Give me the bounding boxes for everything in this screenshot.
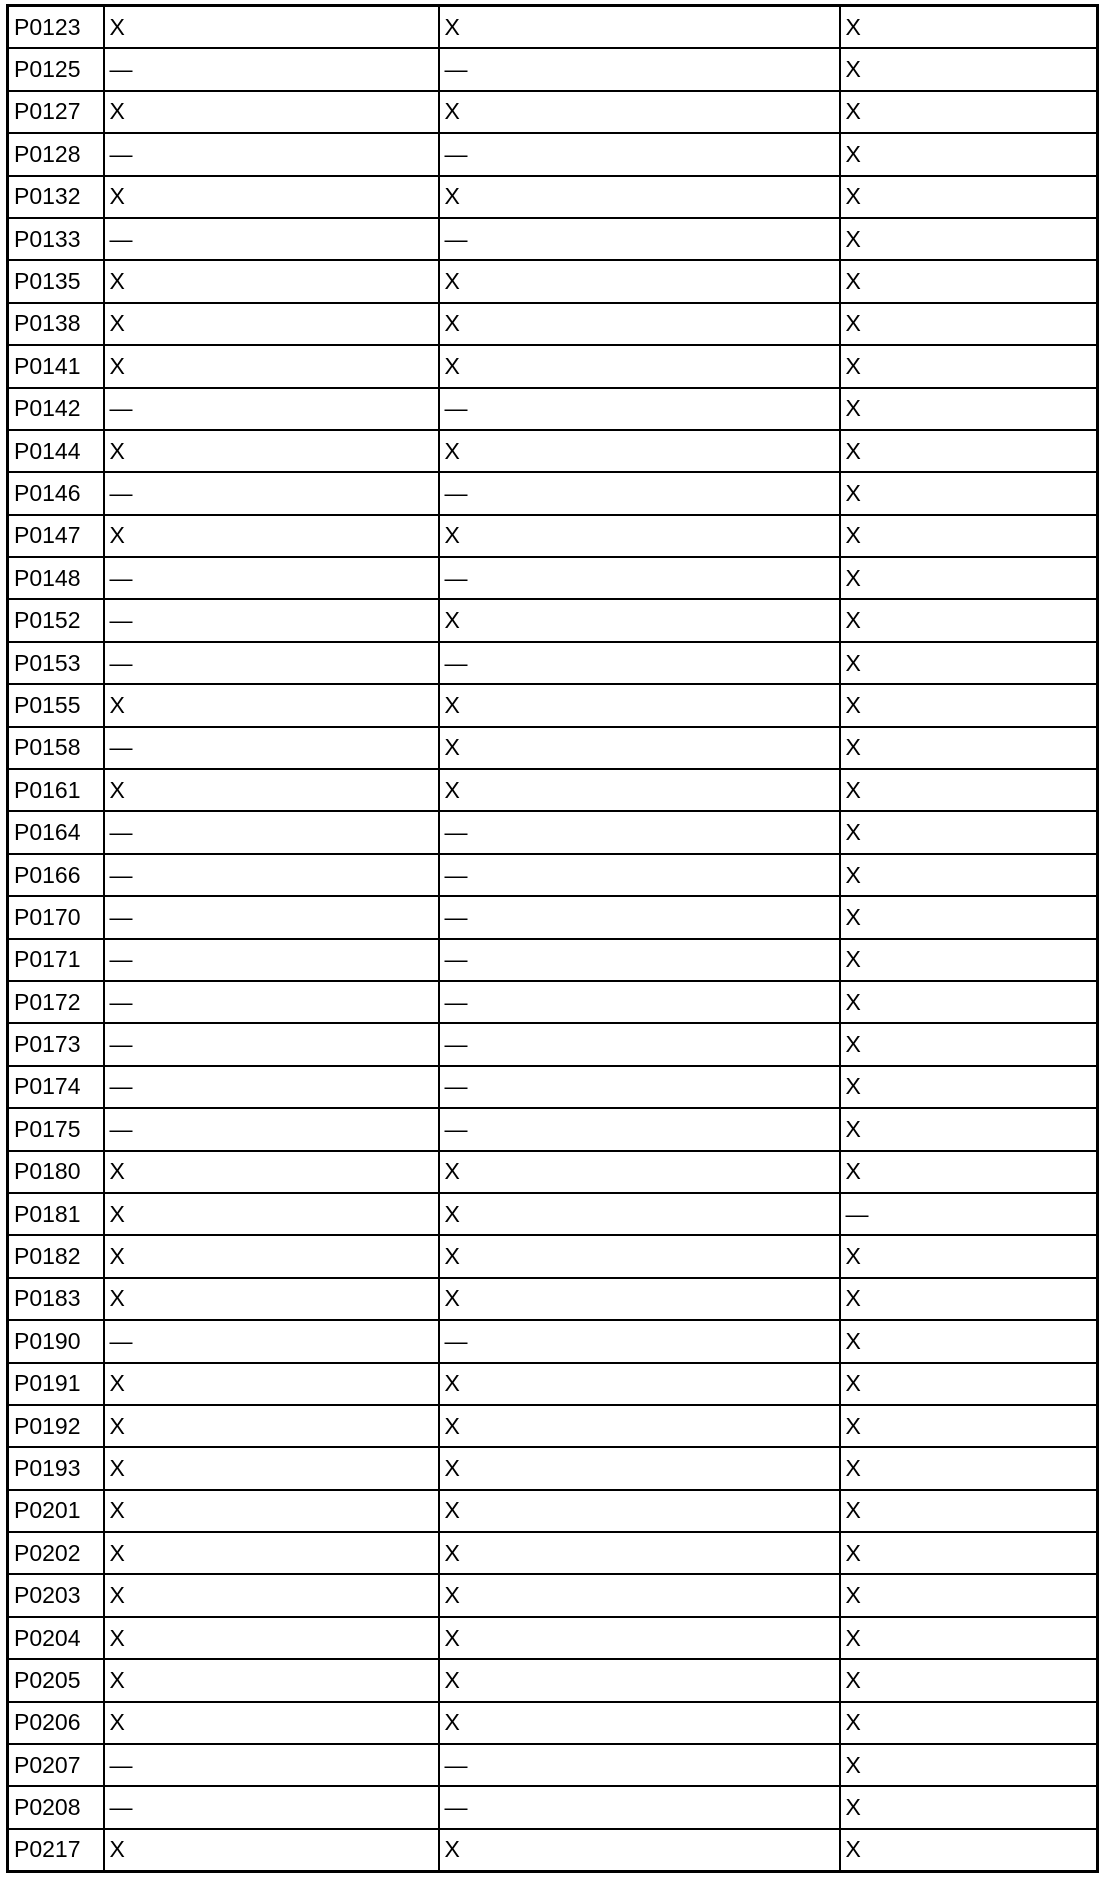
table-row xyxy=(8,1574,1098,1616)
column-3-cell: X xyxy=(840,6,1098,49)
column-2-cell: — xyxy=(439,1066,840,1108)
column-1-cell: — xyxy=(104,1108,439,1150)
table-row xyxy=(8,811,1098,853)
column-2-cell: — xyxy=(439,133,840,175)
column-1-cell: X xyxy=(104,260,439,302)
dtc-code-cell: P0182 xyxy=(8,1235,104,1277)
column-3-cell: X xyxy=(840,430,1098,472)
column-1-cell: X xyxy=(104,1405,439,1447)
column-2-cell: — xyxy=(439,642,840,684)
column-1-cell: X xyxy=(104,1532,439,1574)
dtc-code-cell: P0173 xyxy=(8,1023,104,1065)
column-3-cell: X xyxy=(840,1532,1098,1574)
table-row xyxy=(8,599,1098,641)
column-3-cell: X xyxy=(840,981,1098,1023)
column-2-cell: X xyxy=(439,176,840,218)
column-3-cell: X xyxy=(840,1023,1098,1065)
column-1-cell: X xyxy=(104,1829,439,1872)
dtc-code-cell: P0201 xyxy=(8,1490,104,1532)
column-2-cell: — xyxy=(439,1786,840,1828)
column-2-cell: X xyxy=(439,345,840,387)
column-1-cell: X xyxy=(104,1702,439,1744)
column-3-cell: X xyxy=(840,1151,1098,1193)
column-3-cell: X xyxy=(840,1235,1098,1277)
column-2-cell: X xyxy=(439,91,840,133)
column-2-cell: X xyxy=(439,1532,840,1574)
column-2-cell: X xyxy=(439,430,840,472)
column-1-cell: X xyxy=(104,1490,439,1532)
column-1-cell: — xyxy=(104,1786,439,1828)
column-3-cell: X xyxy=(840,1363,1098,1405)
column-3-cell: X xyxy=(840,1829,1098,1872)
table-row xyxy=(8,1405,1098,1447)
column-3-cell: X xyxy=(840,133,1098,175)
table-row xyxy=(8,6,1098,49)
table-row xyxy=(8,1659,1098,1701)
column-1-cell: — xyxy=(104,1023,439,1065)
column-1-cell: — xyxy=(104,48,439,90)
dtc-code-cell: P0170 xyxy=(8,896,104,938)
column-2-cell: X xyxy=(439,1235,840,1277)
column-1-cell: — xyxy=(104,939,439,981)
column-3-cell: X xyxy=(840,939,1098,981)
dtc-code-cell: P0146 xyxy=(8,472,104,514)
column-3-cell: X xyxy=(840,1617,1098,1659)
dtc-code-cell: P0192 xyxy=(8,1405,104,1447)
table-row xyxy=(8,1066,1098,1108)
table-row xyxy=(8,515,1098,557)
table-row xyxy=(8,1193,1098,1235)
dtc-code-cell: P0155 xyxy=(8,684,104,726)
dtc-code-cell: P0208 xyxy=(8,1786,104,1828)
table-row xyxy=(8,981,1098,1023)
column-1-cell: X xyxy=(104,769,439,811)
column-2-cell: X xyxy=(439,684,840,726)
column-3-cell: X xyxy=(840,388,1098,430)
table-row xyxy=(8,1702,1098,1744)
column-3-cell: — xyxy=(840,1193,1098,1235)
column-1-cell: X xyxy=(104,91,439,133)
dtc-code-cell: P0217 xyxy=(8,1829,104,1872)
table-row xyxy=(8,642,1098,684)
table-row xyxy=(8,1151,1098,1193)
dtc-code-cell: P0123 xyxy=(8,6,104,49)
dtc-code-cell: P0133 xyxy=(8,218,104,260)
dtc-code-cell: P0166 xyxy=(8,854,104,896)
column-2-cell: X xyxy=(439,1617,840,1659)
column-1-cell: X xyxy=(104,1363,439,1405)
column-3-cell: X xyxy=(840,1574,1098,1616)
table-row xyxy=(8,1108,1098,1150)
column-2-cell: — xyxy=(439,1023,840,1065)
column-3-cell: X xyxy=(840,1659,1098,1701)
column-2-cell: X xyxy=(439,1574,840,1616)
dtc-code-cell: P0125 xyxy=(8,48,104,90)
column-2-cell: X xyxy=(439,1278,840,1320)
column-1-cell: X xyxy=(104,1151,439,1193)
dtc-code-cell: P0207 xyxy=(8,1744,104,1786)
table-row xyxy=(8,133,1098,175)
dtc-code-cell: P0206 xyxy=(8,1702,104,1744)
column-3-cell: X xyxy=(840,515,1098,557)
table-row xyxy=(8,1447,1098,1489)
column-3-cell: X xyxy=(840,1702,1098,1744)
column-2-cell: X xyxy=(439,1702,840,1744)
table-row xyxy=(8,896,1098,938)
column-2-cell: X xyxy=(439,1405,840,1447)
column-1-cell: — xyxy=(104,811,439,853)
column-2-cell: X xyxy=(439,1490,840,1532)
column-1-cell: — xyxy=(104,1320,439,1362)
table-body xyxy=(8,6,1098,1872)
dtc-code-cell: P0128 xyxy=(8,133,104,175)
table-row xyxy=(8,1532,1098,1574)
dtc-code-cell: P0203 xyxy=(8,1574,104,1616)
dtc-code-cell: P0148 xyxy=(8,557,104,599)
table-row xyxy=(8,1744,1098,1786)
column-3-cell: X xyxy=(840,345,1098,387)
table-row xyxy=(8,430,1098,472)
column-1-cell: — xyxy=(104,472,439,514)
table-row xyxy=(8,260,1098,302)
column-3-cell: X xyxy=(840,811,1098,853)
column-2-cell: X xyxy=(439,769,840,811)
column-1-cell: — xyxy=(104,218,439,260)
dtc-code-cell: P0175 xyxy=(8,1108,104,1150)
column-2-cell: X xyxy=(439,1659,840,1701)
dtc-applicability-table xyxy=(6,4,1099,1873)
dtc-code-cell: P0181 xyxy=(8,1193,104,1235)
dtc-code-cell: P0204 xyxy=(8,1617,104,1659)
column-3-cell: X xyxy=(840,472,1098,514)
table-row xyxy=(8,48,1098,90)
column-2-cell: — xyxy=(439,1320,840,1362)
column-3-cell: X xyxy=(840,1447,1098,1489)
dtc-code-cell: P0144 xyxy=(8,430,104,472)
table-row xyxy=(8,1617,1098,1659)
table-row xyxy=(8,472,1098,514)
table-row xyxy=(8,684,1098,726)
column-1-cell: X xyxy=(104,1574,439,1616)
column-1-cell: X xyxy=(104,1193,439,1235)
column-3-cell: X xyxy=(840,303,1098,345)
column-1-cell: X xyxy=(104,1617,439,1659)
column-2-cell: — xyxy=(439,811,840,853)
dtc-code-cell: P0193 xyxy=(8,1447,104,1489)
column-2-cell: X xyxy=(439,727,840,769)
column-2-cell: — xyxy=(439,1108,840,1150)
column-3-cell: X xyxy=(840,1490,1098,1532)
column-1-cell: — xyxy=(104,854,439,896)
column-1-cell: X xyxy=(104,6,439,49)
dtc-code-cell: P0152 xyxy=(8,599,104,641)
table-row xyxy=(8,1829,1098,1872)
column-3-cell: X xyxy=(840,854,1098,896)
column-1-cell: — xyxy=(104,557,439,599)
column-1-cell: X xyxy=(104,430,439,472)
column-3-cell: X xyxy=(840,1744,1098,1786)
table-row xyxy=(8,388,1098,430)
column-1-cell: — xyxy=(104,896,439,938)
table-row xyxy=(8,1786,1098,1828)
column-3-cell: X xyxy=(840,1320,1098,1362)
table-row xyxy=(8,769,1098,811)
column-1-cell: X xyxy=(104,1235,439,1277)
dtc-code-cell: P0164 xyxy=(8,811,104,853)
column-1-cell: X xyxy=(104,1447,439,1489)
table-row xyxy=(8,557,1098,599)
column-2-cell: X xyxy=(439,1447,840,1489)
dtc-code-cell: P0174 xyxy=(8,1066,104,1108)
table-row xyxy=(8,1490,1098,1532)
column-1-cell: X xyxy=(104,1659,439,1701)
table-row xyxy=(8,218,1098,260)
column-3-cell: X xyxy=(840,557,1098,599)
column-2-cell: X xyxy=(439,260,840,302)
table-row xyxy=(8,91,1098,133)
column-1-cell: — xyxy=(104,133,439,175)
dtc-code-cell: P0135 xyxy=(8,260,104,302)
column-2-cell: — xyxy=(439,981,840,1023)
column-1-cell: — xyxy=(104,981,439,1023)
column-1-cell: — xyxy=(104,1744,439,1786)
dtc-code-cell: P0147 xyxy=(8,515,104,557)
column-3-cell: X xyxy=(840,896,1098,938)
table-row xyxy=(8,345,1098,387)
column-2-cell: — xyxy=(439,939,840,981)
dtc-code-cell: P0142 xyxy=(8,388,104,430)
dtc-code-cell: P0141 xyxy=(8,345,104,387)
table-row xyxy=(8,1363,1098,1405)
column-2-cell: X xyxy=(439,303,840,345)
table-row xyxy=(8,1023,1098,1065)
column-2-cell: — xyxy=(439,218,840,260)
column-1-cell: X xyxy=(104,684,439,726)
dtc-code-cell: P0158 xyxy=(8,727,104,769)
column-2-cell: X xyxy=(439,1193,840,1235)
column-2-cell: X xyxy=(439,515,840,557)
dtc-code-cell: P0171 xyxy=(8,939,104,981)
column-2-cell: — xyxy=(439,896,840,938)
dtc-code-cell: P0153 xyxy=(8,642,104,684)
column-2-cell: — xyxy=(439,557,840,599)
column-2-cell: X xyxy=(439,1829,840,1872)
column-1-cell: — xyxy=(104,599,439,641)
column-2-cell: — xyxy=(439,388,840,430)
column-1-cell: X xyxy=(104,1278,439,1320)
column-3-cell: X xyxy=(840,48,1098,90)
dtc-code-cell: P0183 xyxy=(8,1278,104,1320)
column-1-cell: — xyxy=(104,1066,439,1108)
column-2-cell: — xyxy=(439,48,840,90)
column-2-cell: X xyxy=(439,1151,840,1193)
column-3-cell: X xyxy=(840,1278,1098,1320)
table-row xyxy=(8,303,1098,345)
table-row xyxy=(8,727,1098,769)
column-3-cell: X xyxy=(840,218,1098,260)
column-2-cell: — xyxy=(439,472,840,514)
column-1-cell: X xyxy=(104,176,439,218)
column-3-cell: X xyxy=(840,1066,1098,1108)
column-2-cell: — xyxy=(439,1744,840,1786)
dtc-code-cell: P0190 xyxy=(8,1320,104,1362)
column-3-cell: X xyxy=(840,176,1098,218)
column-3-cell: X xyxy=(840,642,1098,684)
table-row xyxy=(8,1320,1098,1362)
dtc-code-cell: P0202 xyxy=(8,1532,104,1574)
column-3-cell: X xyxy=(840,769,1098,811)
column-3-cell: X xyxy=(840,91,1098,133)
dtc-code-cell: P0205 xyxy=(8,1659,104,1701)
column-2-cell: X xyxy=(439,6,840,49)
column-1-cell: — xyxy=(104,388,439,430)
column-2-cell: X xyxy=(439,599,840,641)
dtc-code-cell: P0161 xyxy=(8,769,104,811)
dtc-code-cell: P0127 xyxy=(8,91,104,133)
column-1-cell: — xyxy=(104,642,439,684)
column-1-cell: X xyxy=(104,303,439,345)
table-row xyxy=(8,1278,1098,1320)
table-row xyxy=(8,1235,1098,1277)
table-row xyxy=(8,854,1098,896)
column-3-cell: X xyxy=(840,727,1098,769)
dtc-code-cell: P0180 xyxy=(8,1151,104,1193)
column-3-cell: X xyxy=(840,1786,1098,1828)
column-3-cell: X xyxy=(840,1405,1098,1447)
column-1-cell: X xyxy=(104,515,439,557)
column-1-cell: X xyxy=(104,345,439,387)
column-3-cell: X xyxy=(840,684,1098,726)
table-row xyxy=(8,176,1098,218)
column-3-cell: X xyxy=(840,1108,1098,1150)
dtc-code-cell: P0172 xyxy=(8,981,104,1023)
dtc-code-cell: P0138 xyxy=(8,303,104,345)
column-3-cell: X xyxy=(840,260,1098,302)
column-1-cell: — xyxy=(104,727,439,769)
column-2-cell: — xyxy=(439,854,840,896)
column-2-cell: X xyxy=(439,1363,840,1405)
dtc-code-cell: P0191 xyxy=(8,1363,104,1405)
column-3-cell: X xyxy=(840,599,1098,641)
dtc-code-cell: P0132 xyxy=(8,176,104,218)
table-row xyxy=(8,939,1098,981)
